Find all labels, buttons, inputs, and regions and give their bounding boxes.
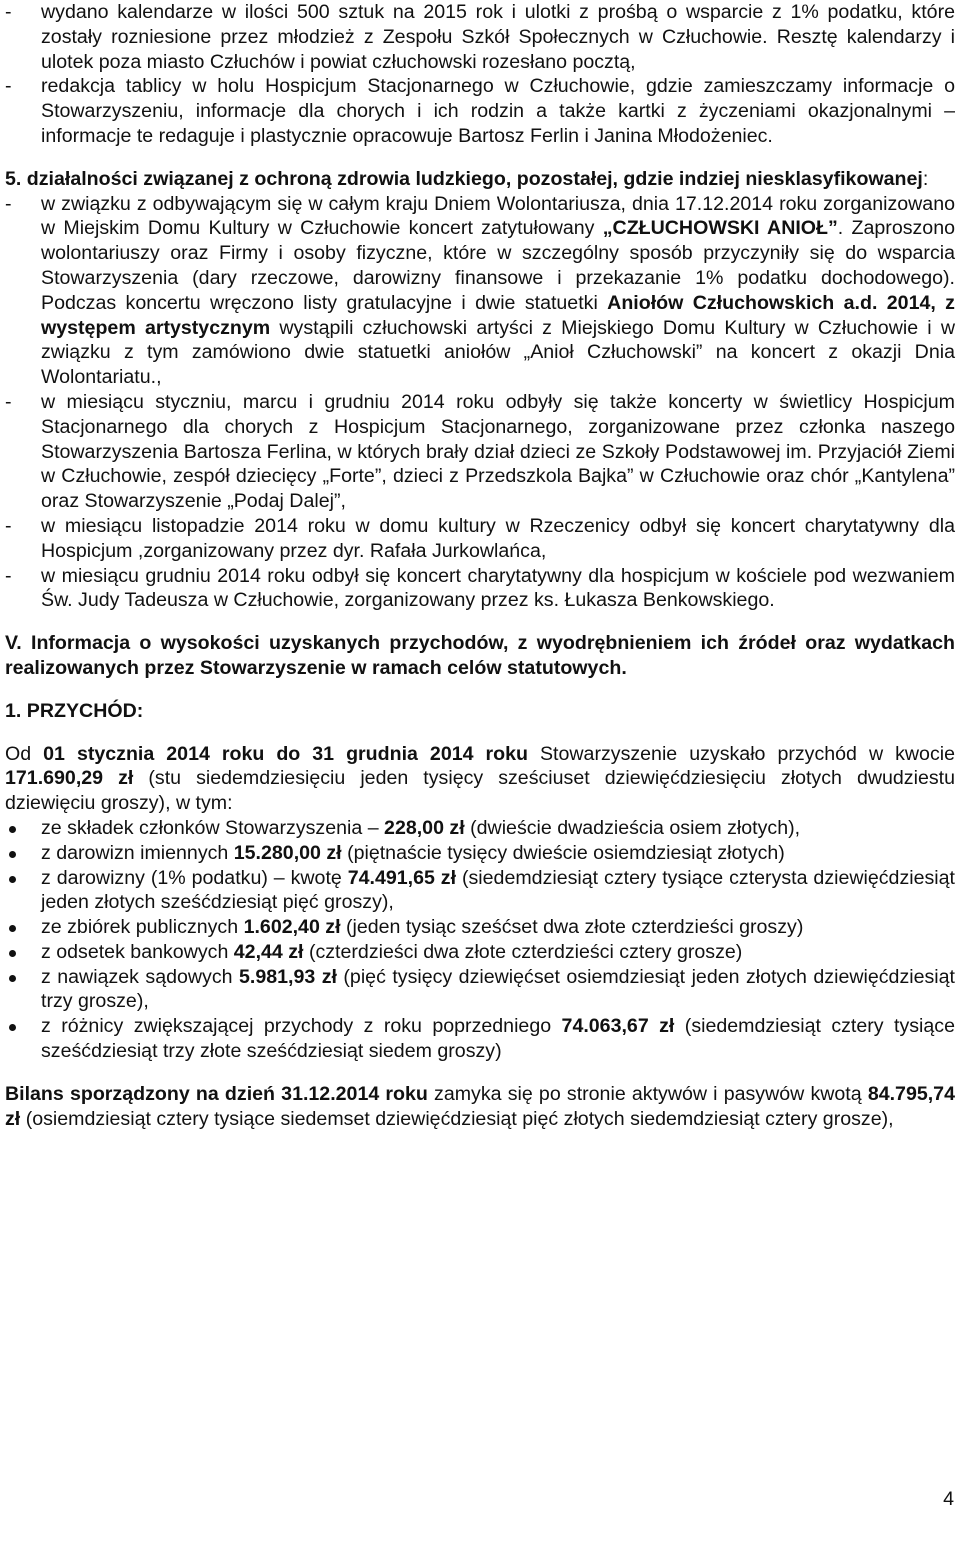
text-run: (pięć tysięcy dziewięćset osiemdziesiąt jeden złotych dziewięćdziesiąt trzy grosze), xyxy=(41,965,955,1013)
text-run: (stu siedemdziesięciu jeden tysięcy sześciuset dziewięćdziesięciu złotych dwudziestu dziewięciu groszy), w tym: xyxy=(5,767,955,815)
przychod-heading-text: 1. PRZYCHÓD: xyxy=(5,699,144,722)
bullet-dot-icon xyxy=(9,925,16,932)
amount: 74.491,65 zł xyxy=(347,866,457,889)
list-item xyxy=(5,0,955,74)
text-run: (osiemdziesiąt cztery tysiące siedemset dziewięćdziesiąt pięć złotych siedemdziesiąt cztery grosze), xyxy=(20,1107,894,1130)
list-item xyxy=(5,390,955,514)
bold-run: 171.690,29 zł xyxy=(5,767,134,790)
text-run: (piętnaście tysięcy dwieście osiemdziesiąt złotych) xyxy=(341,841,785,864)
text-run: (siedemdziesiąt cztery tysiące sześćdziesiąt trzy złote sześćdziesiąt siedem groszy) xyxy=(41,1015,955,1063)
text-run: ze składek członków Stowarzyszenia – xyxy=(41,816,385,839)
text-run: (dwieście dwadzieścia osiem złotych), xyxy=(464,816,801,839)
amount: 15.280,00 zł xyxy=(233,841,342,864)
section-v-heading xyxy=(5,631,955,681)
income-bullet-item xyxy=(5,940,955,965)
list-item xyxy=(5,564,955,614)
section-5-heading-bold: 5. działalności związanej z ochroną zdrowia ludzkiego, pozostałej, gdzie indziej niesklasyfikowanej xyxy=(5,167,923,190)
bold-run: Bilans sporządzony na dzień 31.12.2014 roku xyxy=(5,1082,428,1105)
bullet-dot-icon xyxy=(9,826,16,833)
text-run: zamyka się po stronie aktywów i pasywów kwotą xyxy=(427,1082,868,1105)
text-run: Stowarzyszenie uzyskało przychód w kwocie xyxy=(527,742,955,765)
bold-run: „CZŁUCHOWSKI ANIOŁ” xyxy=(602,217,838,240)
income-bullet-item xyxy=(5,866,955,916)
list-item xyxy=(5,514,955,564)
dash-marker: - xyxy=(5,75,12,98)
amount: 42,44 zł xyxy=(233,940,304,963)
amount: 5.981,93 zł xyxy=(238,965,337,988)
income-bullet-item xyxy=(5,816,955,841)
income-bullet-item xyxy=(5,1014,955,1064)
dash-marker: - xyxy=(5,564,12,587)
section-v-heading-text: V. Informacja o wysokości uzyskanych przychodów, z wyodrębnieniem ich źródeł oraz wydatkach realizowanych przez Stowarzyszenie w ramach celów statutowych. xyxy=(5,632,955,679)
dash-marker: - xyxy=(5,1,12,23)
text-run: (siedemdziesiąt cztery tysiące czterysta dziewięćdziesiąt jeden złotych sześćdziesiąt pięć groszy), xyxy=(41,866,955,914)
dash-marker: - xyxy=(5,514,12,537)
bullet-dot-icon xyxy=(9,876,16,883)
list-item-text: redakcja tablicy w holu Hospicjum Stacjonarnego w Człuchowie, gdzie zamieszczamy informacje o Stowarzyszeniu, informacje dla chorych i ich rodzin a także kartki z życzeniami okazjonalnymi – informacje te redaguje i plastycznie opracowuje Bartosz Ferlin i Janina Młodożeniec. xyxy=(41,75,955,147)
text-run: Od xyxy=(5,742,44,765)
bold-run: 84.795,74 zł xyxy=(5,1082,955,1130)
amount: 228,00 zł xyxy=(384,816,465,839)
text-run: (czterdzieści dwa złote czterdzieści cztery grosze) xyxy=(303,940,743,963)
bullet-dot-icon xyxy=(9,950,16,957)
income-bullet-item xyxy=(5,841,955,866)
text-run: z darowizny (1% podatku) – kwotę xyxy=(41,866,348,889)
text-run: z nawiązek sądowych xyxy=(41,965,239,988)
section-5-heading xyxy=(5,167,955,192)
przychod-intro xyxy=(5,742,955,816)
list-item-text: w miesiącu listopadzie 2014 roku w domu kultury w Rzeczenicy odbył się koncert charytatywny dla Hospicjum ,zorganizowany przez dyr. Rafała Jurkowlańca, xyxy=(41,514,955,562)
text-run: wystąpili człuchowski artyści z Miejskiego Domu Kultury w Człuchowie i w związku z tym zamówiono dwie statuetki aniołów „Anioł Człuchowski” na koncert z okazji Dnia Wolontariatu., xyxy=(41,316,955,389)
dash-marker: - xyxy=(5,390,12,413)
income-bullet-item xyxy=(5,965,955,1015)
text-run: w związku z odbywającym się w całym kraju Dniem Wolontariusza, dnia 17.12.2014 roku zorganizowano w Miejskim Domu Kultury w Człuchowie koncert zatytułowany xyxy=(41,192,955,240)
bullet-dot-icon xyxy=(9,975,16,982)
przychod-heading xyxy=(5,699,955,724)
list-item xyxy=(5,74,955,148)
document-page xyxy=(5,0,955,1131)
income-bullet-item xyxy=(5,915,955,940)
bilans-paragraph xyxy=(5,1082,955,1132)
list-item-text: w miesiącu styczniu, marcu i grudniu 2014 roku odbyły się także koncerty w świetlicy Hospicjum Stacjonarnego dla chorych z Hospicjum Stacjonarnego, zorganizowane przez członka naszego Stowarzyszenia Bartosza Ferlina, w których brały dział dzieci ze Szkoły Podstawowej im. Przyjaciół Ziemi w Człuchowie, zespół dziecięcy „Forte”, dzieci z Przedszkola Bajka” w Człuchowie oraz chór „Kantylena” oraz Stowarzyszenie „Podaj Dalej”, xyxy=(41,390,955,513)
page-number: 4 xyxy=(943,1488,954,1510)
dash-marker: - xyxy=(5,192,12,215)
text-run: ze zbiórek publicznych xyxy=(41,916,244,939)
list-item-text: wydano kalendarze w ilości 500 sztuk na 2015 rok i ulotki z prośbą o wsparcie z 1% podatku, które zostały rozniesione przez młodzież z Zespołu Szkół Społecznych w Człuchowie. Resztę kalendarzy i ulotek poza miasto Człuchów i powiat człuchowski rozesłano pocztą, xyxy=(41,1,955,73)
bullet-dot-icon xyxy=(9,1024,16,1031)
text-run: . Zaproszono wolontariuszy oraz Firmy i osoby fizyczne, które w szczególny sposób przyczyniły się do wsparcia Stowarzyszenia (dary rzeczowe, darowizny finansowe i przekazanie 1% podatku dochodowego). Podczas koncertu wręczono listy gratulacyjne i dwie statuetki xyxy=(41,217,955,314)
text-run: z odsetek bankowych xyxy=(41,940,234,963)
bullet-dot-icon xyxy=(9,851,16,858)
text-run: z darowizn imiennych xyxy=(41,841,234,864)
bold-run: 01 stycznia 2014 roku do 31 grudnia 2014 roku xyxy=(43,742,528,765)
section-5-heading-tail: : xyxy=(922,167,929,190)
amount: 1.602,40 zł xyxy=(243,916,341,939)
text-run: (jeden tysiąc sześćset dwa złote czterdzieści groszy) xyxy=(340,916,804,939)
list-item xyxy=(5,192,955,390)
list-item-text: w miesiącu grudniu 2014 roku odbył się koncert charytatywny dla hospicjum w kościele pod wezwaniem Św. Judy Tadeusza w Człuchowie, zorganizowany przez ks. Łukasza Benkowskiego. xyxy=(41,564,955,612)
text-run: z różnicy zwiększającej przychody z roku poprzedniego xyxy=(41,1015,562,1038)
amount: 74.063,67 zł xyxy=(561,1015,675,1038)
bold-run: Aniołów Człuchowskich a.d. 2014, z występem artystycznym xyxy=(41,291,955,339)
